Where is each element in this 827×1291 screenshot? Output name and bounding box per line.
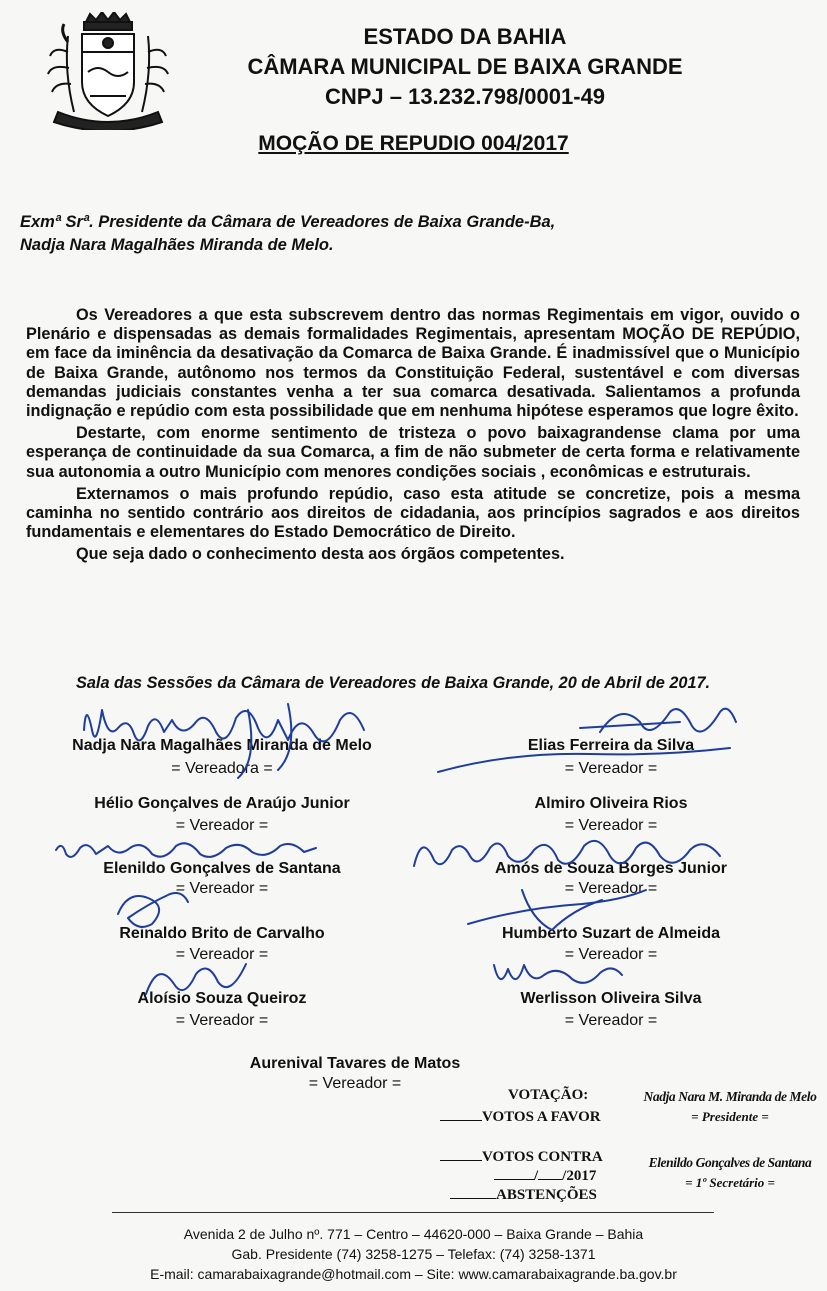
signatory-role: = Vereador = — [564, 1012, 658, 1029]
footer-phones: Gab. Presidente (74) 3258-1275 – Telefax: (74) 3258-1371 — [231, 1246, 596, 1262]
signatory-name: Reinaldo Brito de Carvalho — [119, 925, 325, 942]
chamber-heading: CÂMARA MUNICIPAL DE BAIXA GRANDE — [247, 54, 683, 79]
handwritten-signature — [430, 692, 760, 782]
vote-date-year: /2017 — [562, 1168, 597, 1184]
blank-field — [494, 1165, 534, 1180]
handwritten-signature — [408, 826, 738, 876]
blank-field — [450, 1184, 496, 1199]
signatory-name: Hélio Gonçalves de Araújo Junior — [94, 795, 350, 812]
signatory-role: = Vereador = — [175, 1012, 269, 1029]
salutation-line-1: Exmª Srª. Presidente da Câmara de Vereadores de Baixa Grande-Ba, — [20, 213, 556, 231]
footer-contact: E-mail: camarabaixagrande@hotmail.com – Site: www.camarabaixagrande.ba.gov.br — [150, 1266, 677, 1282]
signatory-name: Werlisson Oliveira Silva — [520, 990, 702, 1007]
signatory-role: = Vereador = — [564, 946, 658, 963]
vote-date-line: / /2017 — [494, 1165, 596, 1185]
secretary-role: = 1º Secretário = — [685, 1175, 775, 1190]
signatory-name: Amós de Souza Borges Junior — [494, 860, 728, 877]
signatory-name: Aurenival Tavares de Matos — [249, 1055, 461, 1072]
abstentions-line — [450, 1184, 597, 1204]
signatory-role: = Vereador = — [564, 817, 658, 834]
body-paragraph: Que seja dado o conhecimento desta aos órgãos competentes. — [76, 545, 565, 564]
document-body — [26, 306, 800, 568]
handwritten-signature — [108, 884, 198, 934]
body-paragraph: Destarte, com enorme sentimento de tristeza o povo baixagrandense clama por uma esperança de continuidade da sua Comarca, a fim de não submeter de certa forma e relativamente sua autonomia a outro Município com menores condições sociais , econômicas e estruturais. — [26, 424, 800, 481]
signatory-name: Aloísio Souza Queiroz — [137, 990, 307, 1007]
signatory-name: Humberto Suzart de Almeida — [501, 925, 721, 942]
abstentions-label: ABSTENÇÕES — [496, 1187, 597, 1203]
signatory-name: Elenildo Gonçalves de Santana — [103, 860, 341, 877]
signatory-role: = Vereador = — [564, 880, 658, 897]
signatory-role: = Vereador = — [308, 1075, 402, 1092]
votes-favor-label: VOTOS A FAVOR — [482, 1109, 601, 1125]
body-paragraph: Externamos o mais profundo repúdio, caso esta atitude se concretize, pois a mesma caminha no sentido contrário aos direitos de cidadania, aos princípios sagrados e aos direitos fundamentais e elementares do Estado Democrático de Direito. — [26, 484, 800, 542]
signatory-role: = Vereadora = — [171, 760, 273, 777]
secretary-name: Elenildo Gonçalves de Santana — [648, 1155, 812, 1170]
signatory-role: = Vereador = — [564, 760, 658, 777]
handwritten-signature — [138, 954, 258, 1004]
signatory-role: = Vereador = — [175, 817, 269, 834]
cnpj-heading: CNPJ – 13.232.798/0001-49 — [324, 84, 606, 109]
votes-favor-line — [440, 1106, 601, 1126]
document-title: MOÇÃO DE REPUDIO 004/2017 — [258, 132, 569, 155]
president-role: = Presidente = — [691, 1109, 769, 1124]
blank-field — [440, 1106, 482, 1121]
footer-divider — [112, 1212, 714, 1213]
handwritten-signature — [462, 880, 652, 940]
signatory-name: Nadja Nara Magalhães Miranda de Melo — [72, 737, 372, 754]
state-heading: ESTADO DA BAHIA — [363, 24, 567, 49]
votes-contra-line — [440, 1146, 603, 1166]
votes-contra-label: VOTOS CONTRA — [482, 1149, 603, 1165]
signatory-role: = Vereador = — [175, 946, 269, 963]
president-name: Nadja Nara M. Miranda de Melo — [643, 1089, 817, 1104]
body-paragraph: Os Vereadores a que esta subscrevem dentro das normas Regimentais em vigor, ouvido o Plenário e dispensadas as demais formalidades Regimentais, apresentam MOÇÃO DE REPÚDIO, em face da iminência da desativação da Comarca de Baixa Grande. É inadmissível que o Município de Baixa Grande, autônomo nos termos da Constituição Federal, sustentável e com diversas demandas judiciais constantes venha a ter sua comarca desativada. Salientamos a profunda indignação e repúdio com esta possibilidade que em nenhuma hipótese esperamos que logre êxito. — [26, 306, 800, 421]
signatory-name: Elias Ferreira da Silva — [527, 737, 695, 754]
closing-line: Sala das Sessões da Câmara de Vereadores de Baixa Grande, 20 de Abril de 2017. — [76, 674, 711, 692]
signatory-name: Almiro Oliveira Rios — [534, 795, 688, 812]
voting-title: VOTAÇÃO: — [508, 1087, 589, 1103]
handwritten-signature — [52, 836, 322, 866]
blank-field — [538, 1165, 562, 1180]
handwritten-signature — [78, 690, 388, 780]
footer-address: Avenida 2 de Julho nº. 771 – Centro – 44620-000 – Baixa Grande – Bahia — [183, 1226, 644, 1242]
salutation-line-2: Nadja Nara Magalhães Miranda de Melo. — [20, 236, 334, 254]
blank-field — [440, 1146, 482, 1161]
signatory-role: = Vereador = — [175, 880, 269, 897]
coat-of-arms-icon — [38, 12, 178, 130]
handwritten-signature — [488, 955, 628, 995]
